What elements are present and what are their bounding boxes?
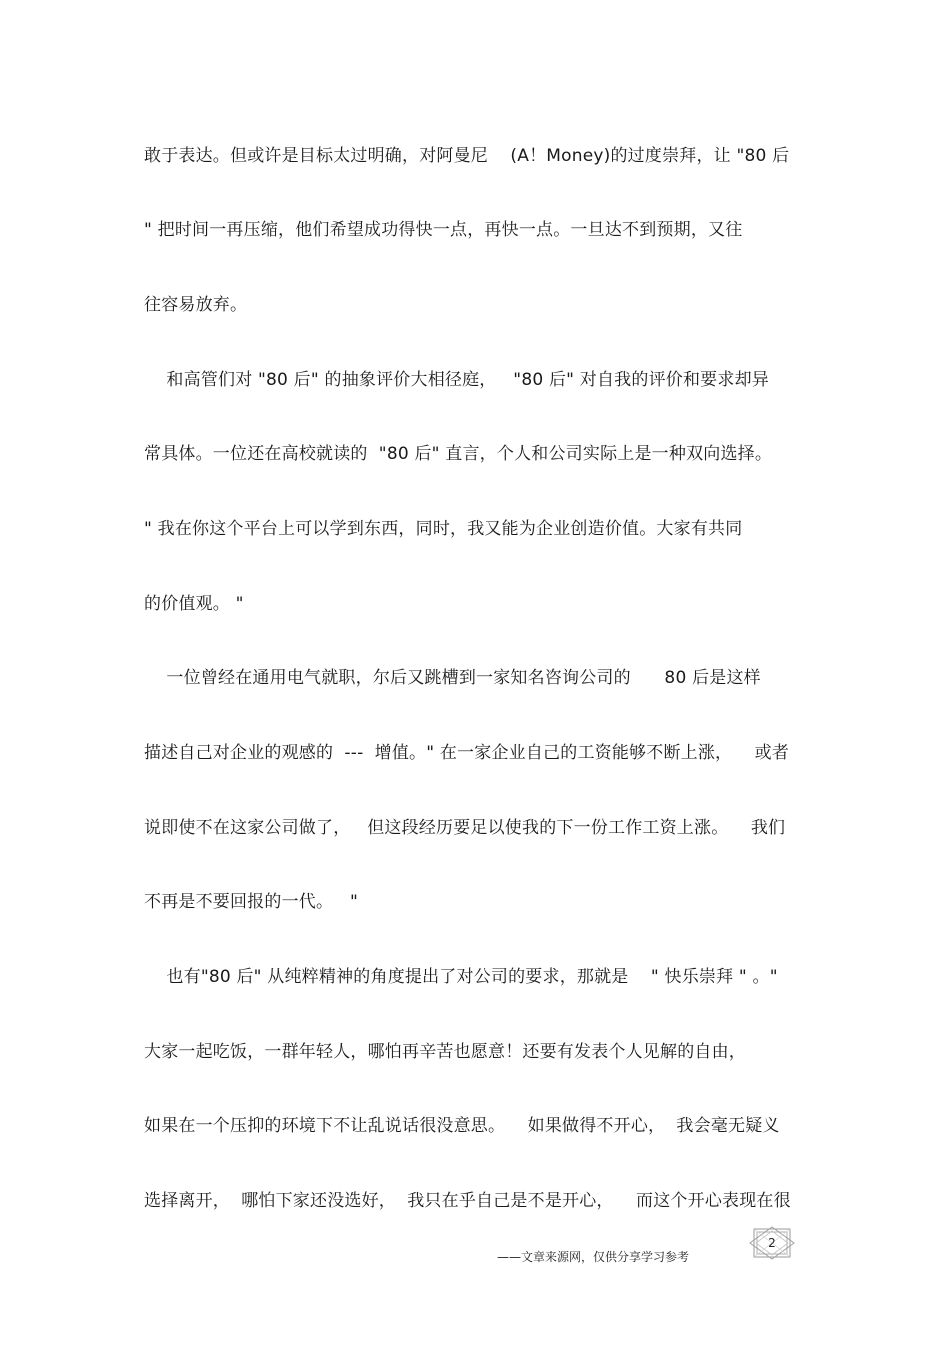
text-line: 常具体。一位还在高校就读的 "80 后" 直言，个人和公司实际上是一种双向选择。 — [144, 444, 773, 464]
text-line: 和高管们对 "80 后" 的抽象评价大相径庭， "80 后" 对自我的评价和要求却异 — [144, 370, 769, 390]
text-line: " 我在你这个平台上可以学到东西，同时，我又能为企业创造价值。大家有共同 — [144, 519, 743, 539]
text-line: 不再是不要回报的一代。 " — [144, 892, 359, 912]
text-line: 往容易放弃。 — [144, 295, 248, 315]
text-line: " 把时间一再压缩，他们希望成功得快一点，再快一点。一旦达不到预期，又往 — [144, 220, 743, 240]
text-line: 选择离开， 哪怕下家还没选好， 我只在乎自己是不是开心， 而这个开心表现在很 — [144, 1191, 791, 1211]
text-line: 敢于表达。但或许是目标太过明确，对阿曼尼 (A！Money)的过度崇拜，让 "80 后 — [144, 146, 790, 166]
footer-source-note: ——文章来源网，仅供分享学习参考 — [497, 1250, 690, 1264]
page-number: 2 — [768, 1236, 776, 1250]
text-line: 如果在一个压抑的环境下不让乱说话很没意思。 如果做得不开心， 我会毫无疑义 — [144, 1116, 780, 1136]
text-line: 说即使不在这家公司做了， 但这段经历要足以使我的下一份工作工资上涨。 我们 — [144, 818, 786, 838]
text-line: 大家一起吃饭，一群年轻人，哪怕再辛苦也愿意！还要有发表个人见解的自由， — [144, 1042, 746, 1062]
text-line: 一位曾经在通用电气就职，尔后又跳槽到一家知名咨询公司的 80 后是这样 — [144, 668, 761, 688]
text-line: 也有"80 后" 从纯粹精神的角度提出了对公司的要求，那就是 " 快乐崇拜 " 。" — [144, 967, 778, 987]
text-line: 的价值观。 " — [144, 594, 244, 614]
text-line: 描述自己对企业的观感的 --- 增值。" 在一家企业自己的工资能够不断上涨， 或者 — [144, 743, 790, 763]
